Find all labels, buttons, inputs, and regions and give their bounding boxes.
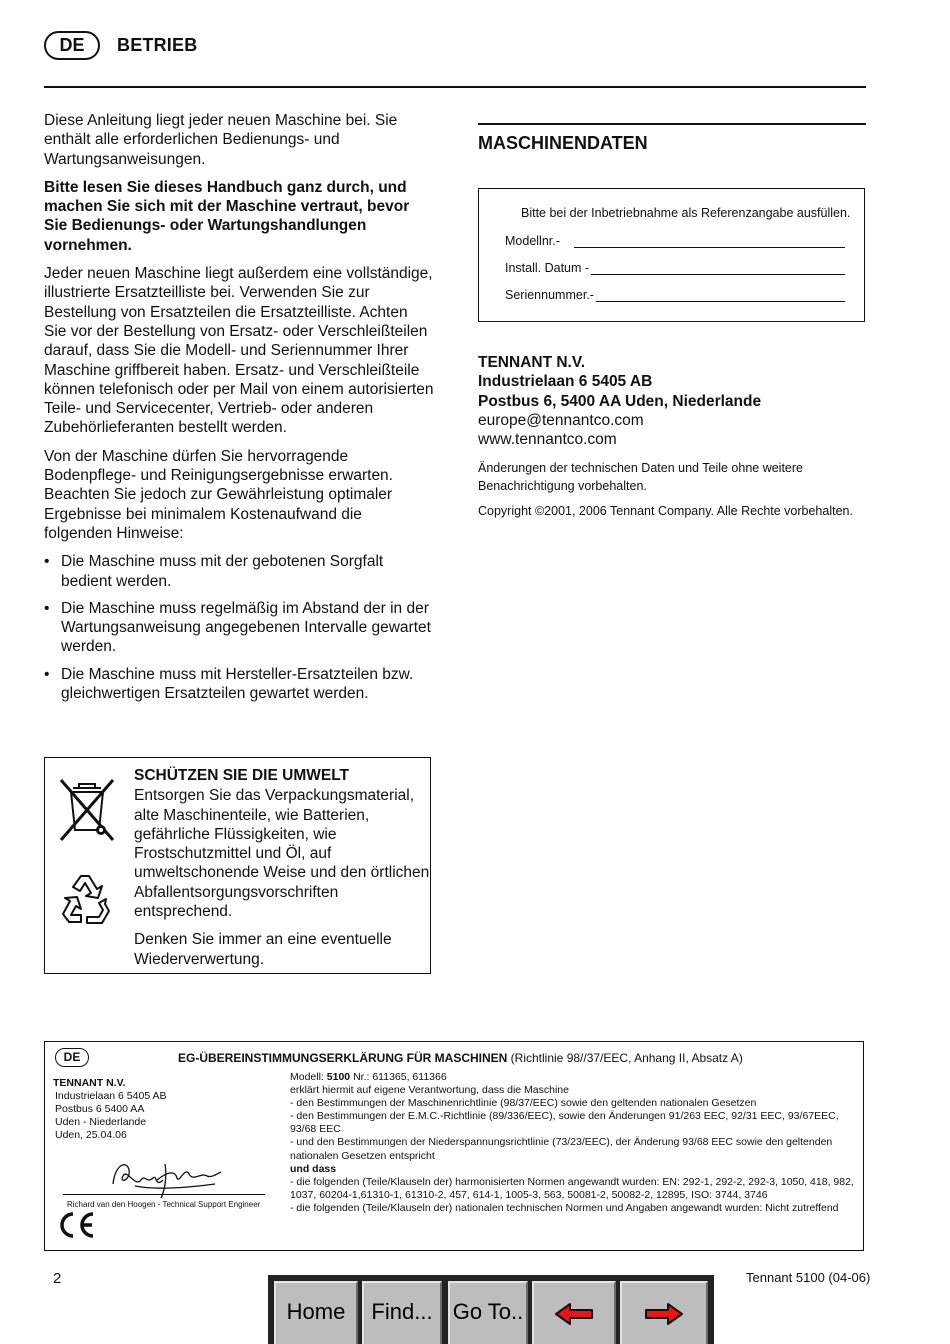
signer-name: Richard van den Hoogen - Technical Support Engineer	[67, 1200, 261, 1209]
intro-paragraph: Diese Anleitung liegt jeder neuen Maschine bei. Sie enthält alle erforderlichen Bedienungs- und Wartungsanweisungen.	[44, 112, 398, 168]
bullet-icon: •	[44, 599, 50, 617]
navigation-bar	[268, 1275, 714, 1344]
declaration-company-line: Uden - Niederlande	[55, 1116, 147, 1129]
environment-title: SCHÜTZEN SIE DIE UMWELT	[134, 767, 349, 784]
find-button[interactable]: Find...	[362, 1281, 442, 1344]
declaration-line: - den Bestimmungen der E.M.C.-Richtlinie (89/336/EEC), sowie den Änderungen 91/263 EEC, 92/31 EEC, 93/67EEC, 93/68 EEC	[290, 1110, 839, 1136]
fill-in-line[interactable]	[574, 236, 845, 248]
machine-data-title: MASCHINENDATEN	[478, 133, 648, 153]
page-number: 2	[53, 1270, 62, 1287]
declaration-language-badge: DE	[55, 1048, 89, 1067]
bullet-icon: •	[44, 665, 50, 683]
home-button[interactable]: Home	[274, 1281, 358, 1344]
reference-form-box	[478, 188, 865, 322]
field-label: Modellnr.-	[505, 234, 560, 248]
company-name: TENNANT N.V.	[478, 354, 586, 371]
previous-page-button[interactable]	[532, 1281, 616, 1344]
declaration-company-line: Postbus 6 5400 AA	[55, 1103, 145, 1116]
list-item-text: Die Maschine muss mit Hersteller-Ersatzteilen bzw. gleichwertigen Ersatzteilen gewartet werden.	[61, 665, 414, 703]
section-title: BETRIEB	[117, 35, 198, 55]
company-address	[478, 353, 761, 449]
language-badge: DE	[44, 31, 100, 60]
list-item	[44, 552, 434, 591]
right-arrow-icon	[644, 1302, 684, 1326]
declaration-line: - die folgenden (Teile/Klauseln der) harmonisierten Normen angewandt wurden: EN: 292-1, 292-2, 292-3, 1050, 418, 982, 1037, 60204-1,61310-1, 61310-2, 457, 614-1, 1005-3, 563, 50081-2, 50082-2, 12895, ISO: 3744, 3746	[290, 1175, 854, 1201]
field-label: Install. Datum -	[505, 261, 590, 275]
nr-value: 611365, 611366	[372, 1071, 447, 1083]
declaration-date: Uden, 25.04.06	[55, 1129, 127, 1142]
declaration-title-directive: (Richtlinie 98//37/EEC, Anhang II, Absatz A)	[507, 1051, 743, 1065]
website-link[interactable]: www.tennantco.com	[478, 431, 617, 449]
model-value: 5100	[326, 1071, 351, 1083]
copyright-text: Copyright ©2001, 2006 Tennant Company. Alle Rechte vorbehalten.	[478, 504, 853, 518]
list-item-text: Die Maschine muss mit der gebotenen Sorgfalt bedient werden.	[61, 553, 384, 590]
signature-line	[63, 1194, 265, 1195]
install-date-field[interactable]	[505, 261, 845, 275]
declaration-line: - die folgenden (Teile/Klauseln der) nationalen technischen Normen und Angaben angewandt wurden: Nicht zutreffend	[290, 1201, 839, 1214]
results-paragraph: Von der Maschine dürfen Sie hervorragende Bodenpflege- und Reinigungsergebnisse erwarten. Beachten Sie jedoch zur Gewährleistung optimaler Ergebnisse bei minimalem Kostenaufwand die folgenden Hinweise:	[44, 447, 393, 542]
handwritten-signature	[105, 1154, 225, 1199]
environment-notice-box	[44, 757, 431, 974]
declaration-line: - und den Bestimmungen der Niederspannungsrichtlinie (73/23/EEC), der Änderung 93/68 EEC sowie den geltenden nationalen Gesetzen entspricht	[290, 1136, 833, 1162]
recycle-icon	[59, 870, 115, 926]
street-address: Industrielaan 6 5405 AB	[478, 373, 653, 391]
parts-list-paragraph: Jeder neuen Maschine liegt außerdem eine vollständige, illustrierte Ersatzteilliste bei. Verwenden Sie zur Bestellung von Ersatzteilen die Ersatzteilliste. Achten Sie vor der Bestellung von Ersatz- oder Verschleißteilen darauf, dass Sie die Modell- und Seriennummer Ihrer Maschine griffbereit haben. Ersatz- und Verschleißteile können telefonisch oder per Mail von einem autorisierten Teile- und Servicecenter, Vertrieb- oder anderen Zubehörlieferanten bestellt werden.	[44, 265, 434, 437]
bullet-icon: •	[44, 553, 50, 571]
header-divider	[44, 86, 866, 88]
email-link[interactable]: europe@tennantco.com	[478, 411, 644, 429]
change-notice: Änderungen der technischen Daten und Teile ohne weitere Benachrichtigung vorbehalten.	[478, 461, 803, 493]
model-label: Modell:	[290, 1071, 324, 1083]
declaration-line: erklärt hiermit auf eigene Verantwortung, dass die Maschine	[290, 1084, 569, 1097]
declaration-company-name: TENNANT N.V.	[53, 1077, 126, 1089]
recycling-paragraph: Denken Sie immer an eine eventuelle Wiederverwertung.	[134, 931, 392, 968]
declaration-company-line: Industrielaan 6 5405 AB	[55, 1090, 167, 1103]
declaration-line: - den Bestimmungen der Maschinenrichtlinie (98/37/EEC) sowie den geltenden nationalen Gesetzen	[290, 1097, 757, 1110]
environment-text	[134, 766, 430, 978]
nr-label: Nr.:	[353, 1071, 370, 1083]
ce-mark-icon	[55, 1209, 97, 1241]
list-item	[44, 599, 434, 657]
declaration-body	[290, 1071, 855, 1215]
intro-text-column	[44, 111, 434, 711]
model-line	[290, 1071, 855, 1084]
fill-in-line[interactable]	[596, 290, 845, 302]
read-manual-paragraph: Bitte lesen Sie dieses Handbuch ganz durch, und machen Sie sich mit der Maschine vertraut, bevor Sie Bedienungs- oder Wartungshandlungen vornehmen.	[44, 178, 410, 254]
declaration-title-bold: EG-ÜBEREINSTIMMUNGSERKLÄRUNG FÜR MASCHINEN	[178, 1051, 508, 1065]
serial-number-field[interactable]	[505, 288, 845, 302]
fill-in-line[interactable]	[591, 263, 845, 275]
model-number-field[interactable]	[505, 234, 845, 248]
environment-paragraph: Entsorgen Sie das Verpackungsmaterial, alte Maschinenteile, wie Batterien, gefährliche Flüssigkeiten, wie Frostschutzmittel und Öl, auf umweltschonende Weise und den örtlichen Abfallentsorgungsvorschriften entsprechend.	[134, 787, 430, 921]
machine-data-divider	[478, 123, 866, 125]
declaration-company	[53, 1077, 167, 1142]
and-that-label: und dass	[290, 1162, 337, 1175]
field-label: Seriennummer.-	[505, 288, 594, 302]
reference-note: Bitte bei der Inbetriebnahme als Referenzangabe ausfüllen.	[521, 206, 851, 220]
declaration-of-conformity-box	[44, 1041, 864, 1251]
next-page-button[interactable]	[620, 1281, 708, 1344]
left-arrow-icon	[554, 1302, 594, 1326]
list-item	[44, 665, 434, 704]
declaration-title	[178, 1052, 743, 1065]
goto-button[interactable]: Go To..	[448, 1281, 528, 1344]
guidance-list	[44, 552, 434, 703]
postbus-address: Postbus 6, 5400 AA Uden, Niederlande	[478, 392, 762, 410]
document-reference: Tennant 5100 (04-06)	[746, 1270, 871, 1285]
crossed-out-wheelie-bin-icon	[57, 776, 117, 844]
list-item-text: Die Maschine muss regelmäßig im Abstand der in der Wartungsanweisung angegebenen Intervalle gewartet werden.	[61, 599, 431, 656]
